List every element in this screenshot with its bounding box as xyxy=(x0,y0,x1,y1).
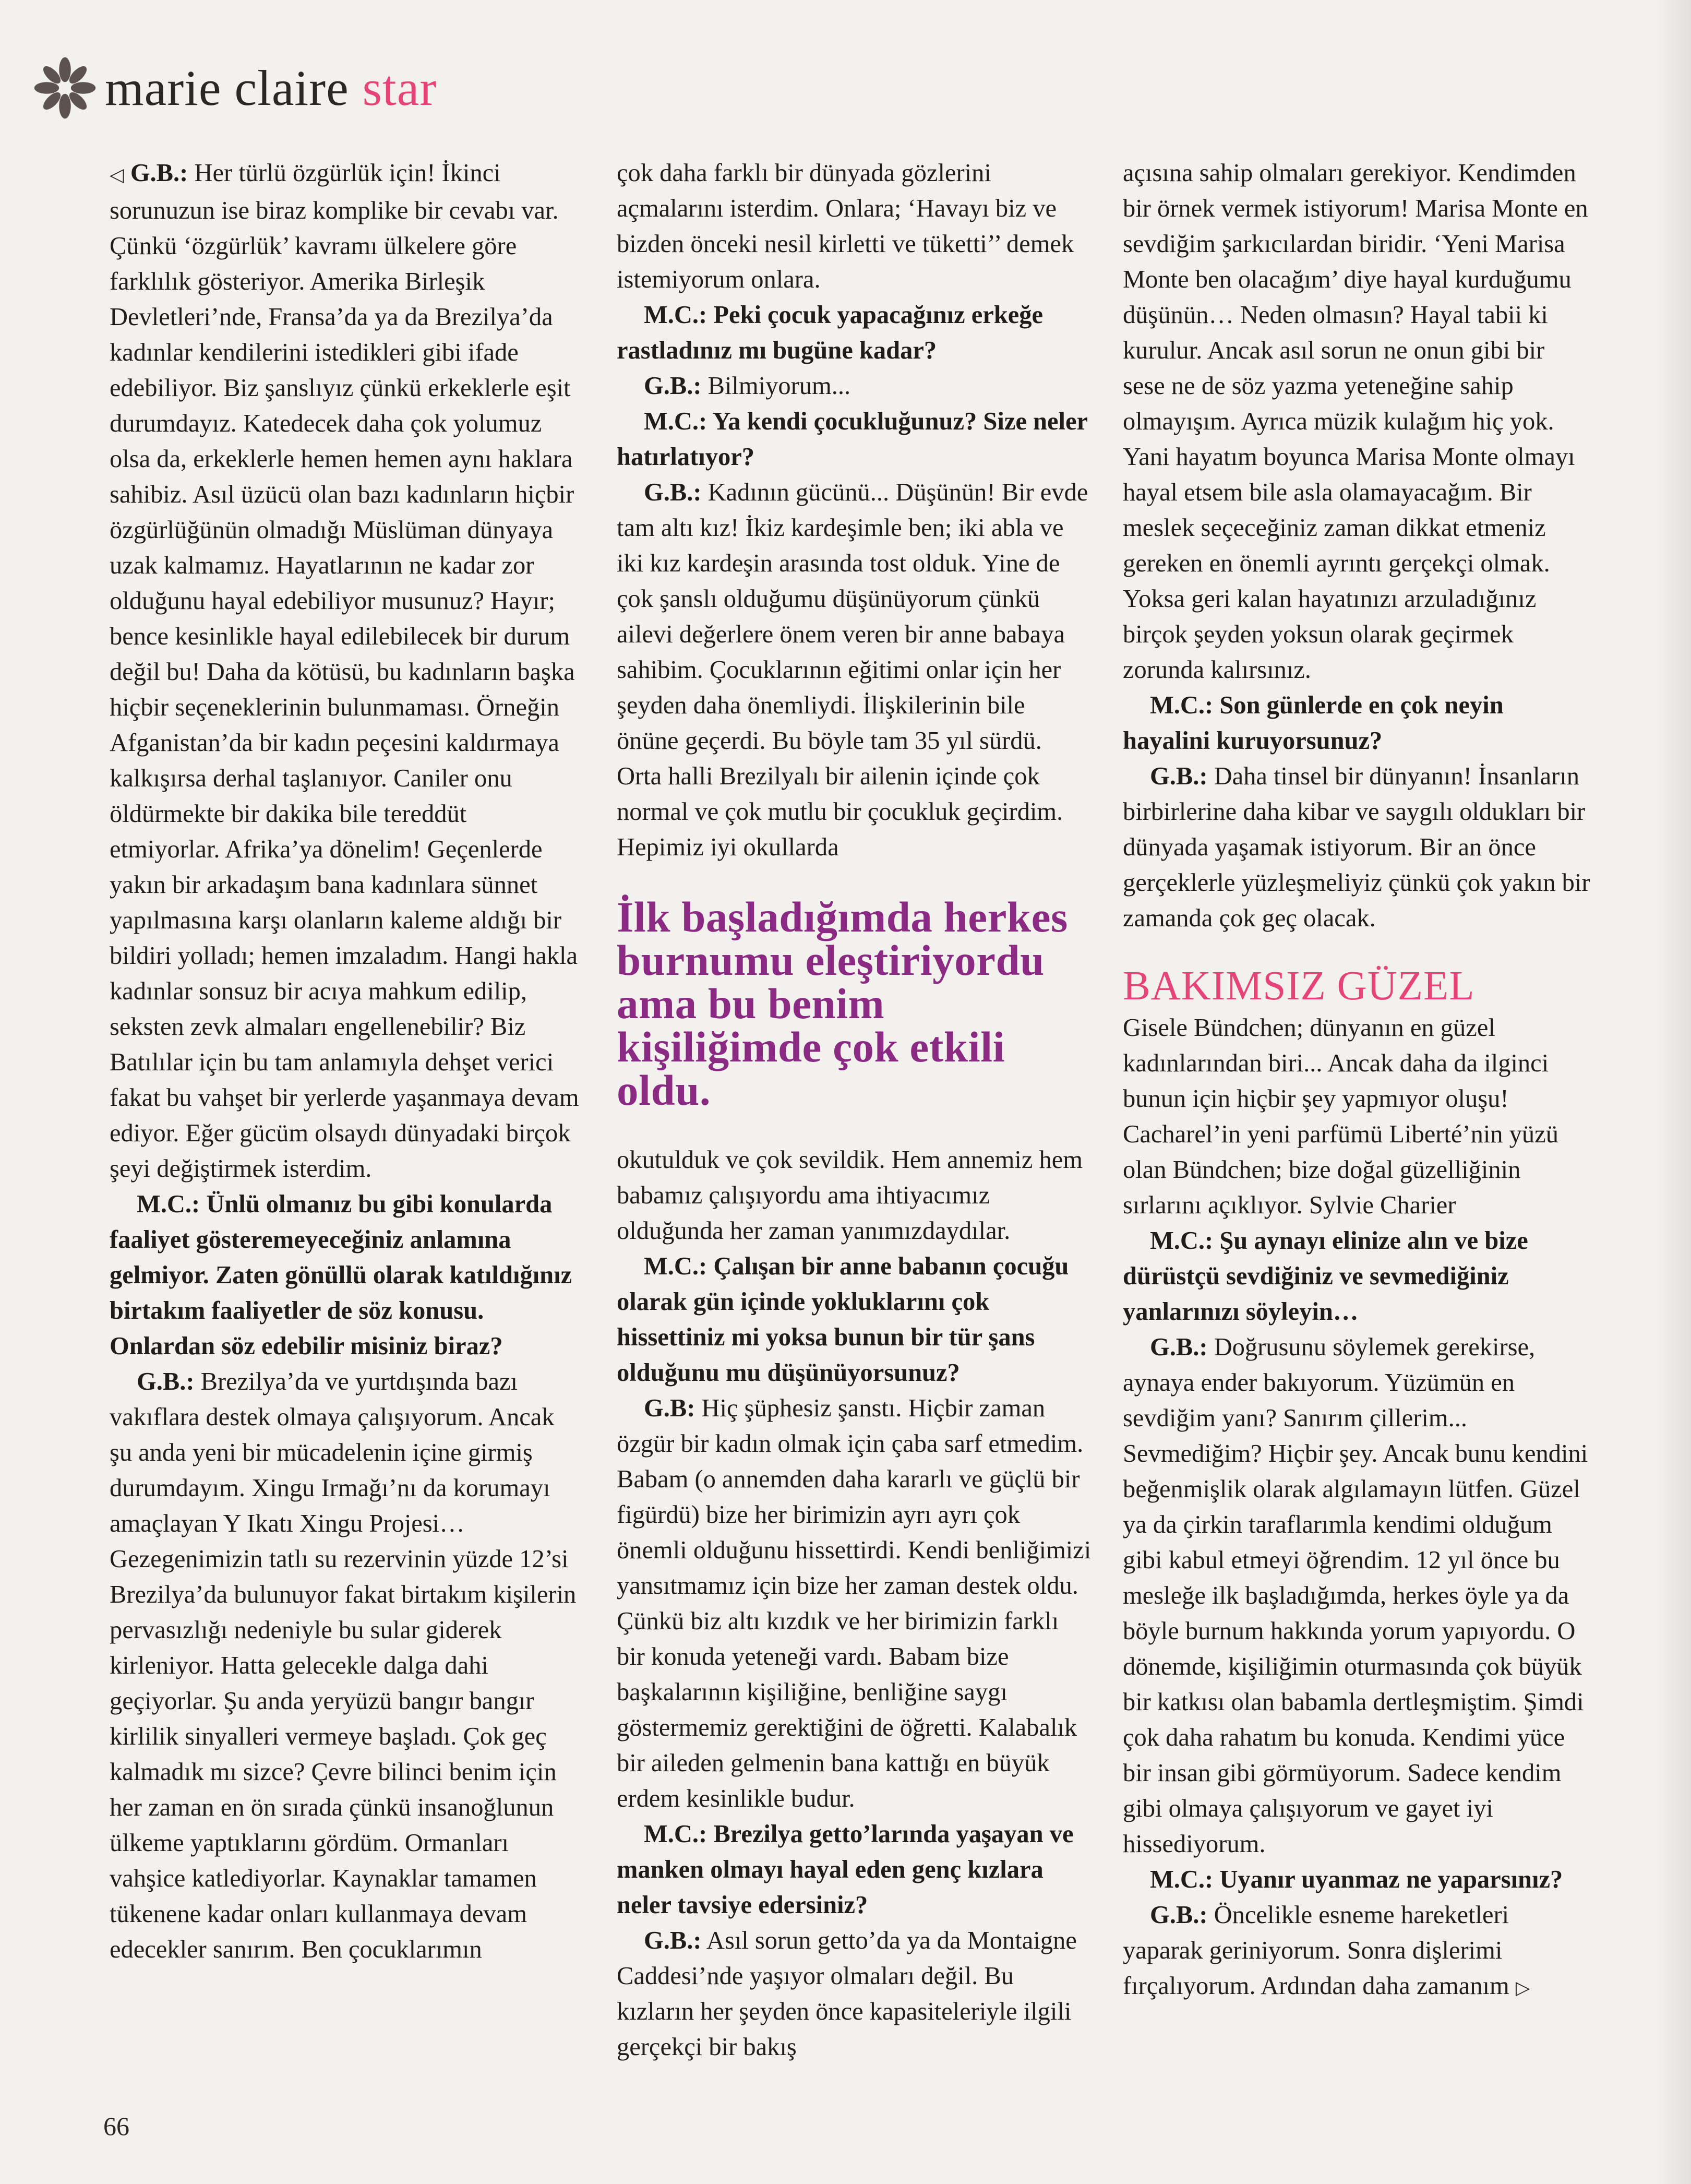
page-gutter-shadow xyxy=(1654,0,1691,2184)
answer-text: Daha tinsel bir dünyanın! İnsanların birbirlerine daha kibar ve saygılı oldukları bir dünyada yaşamak istiyorum. Bir an önce gerçeklerle yüzleşmeliyiz çünkü çok yakın bir zamanda çok geç olacak. xyxy=(1123,762,1590,932)
speaker-label: G.B.: xyxy=(644,1927,702,1954)
flower-icon xyxy=(32,55,98,121)
brand-name: marie claire xyxy=(105,59,349,116)
answer-paragraph xyxy=(617,368,1093,404)
pull-quote: İlk başladığımda herkes burnumu eleştiriyordu ama bu benim kişiliğimde çok etkili oldu. xyxy=(617,893,1068,1114)
interview-question: M.C.: Ünlü olmanız bu gibi konularda faaliyet gösteremeyeceğiniz anlamına gelmiyor. Zaten gönüllü olarak katıldığınız birtakım faaliyetler de söz konusu. Onlardan söz edebilir misiniz biraz? xyxy=(110,1190,572,1360)
answer-paragraph xyxy=(617,1391,1093,1817)
answer-text: Öncelikle esneme hareketleri yaparak geriniyorum. Sonra dişlerimi fırçalıyorum. Ardından daha zamanım xyxy=(1123,1901,1509,2000)
brand-title xyxy=(105,59,437,117)
interview-question: M.C.: Uyanır uyanmaz ne yaparsınız? xyxy=(1150,1866,1563,1893)
answer-paragraph xyxy=(1123,1330,1592,1862)
answer-text: Doğrusunu söylemek gerekirse, aynaya ender bakıyorum. Yüzümün en sevdiğim yanı? Sanırım çillerim... Sevmediğim? Hiçbir şey. Ancak bunu kendini beğenmişlik olarak algılamayın lütfen. Güzel ya da çirkin taraflarımla kendimi olduğum gibi kabul etmeyi öğrendim. 12 yıl önce bu mesleğe ilk başladığımda, herkes öyle ya da böyle burnum hakkında yorum yapıyordu. O dönemde, kişiliğimin oturmasında çok büyük bir katkısı olan babamla dertleşmiştim. Şimdi çok daha rahatım bu konuda. Kendimi yüce bir insan gibi görmüyorum. Sadece kendim gibi olmaya çalışıyorum ve gayet iyi hissediyorum. xyxy=(1123,1333,1588,1858)
speaker-label: G.B.: xyxy=(130,159,188,187)
speaker-label: G.B.: xyxy=(644,479,702,506)
interview-question: M.C.: Çalışan bir anne babanın çocuğu olarak gün içinde yokluklarını çok hissettiniz mi yoksa bunun bir tür şans olduğunu mu düşünüyorsunuz? xyxy=(617,1252,1069,1387)
answer-paragraph xyxy=(617,475,1093,865)
interview-question: M.C.: Şu aynayı elinize alın ve bize dürüstçü sevdiğiniz ve sevmediğiniz yanlarınızı söyleyin… xyxy=(1123,1227,1528,1326)
speaker-label: G.B.: xyxy=(137,1368,195,1395)
article-column-3 xyxy=(1123,156,1592,2006)
answer-text: Her türlü özgürlük için! İkinci sorunuzun ise biraz komplike bir cevabı var. Çünkü ‘özgürlük’ kavramı ülkelere göre farklılık gösteriyor. Amerika Birleşik Devletleri’nde, Fransa’da ya da Brezilya’da kadınlar kendilerini istedikleri gibi ifade edebiliyor. Biz şanslıyız çünkü erkeklerle eşit durumdayız. Katedecek daha çok yolumuz olsa da, erkeklerle hemen hemen aynı haklara sahibiz. Asıl üzücü olan bazı kadınların hiçbir özgürlüğünün olmadığı Müslüman dünyaya uzak kalmamız. Hayatlarının ne kadar zor olduğunu hayal edebiliyor musunuz? Hayır; bence kesinlikle hayal edilebilecek bir durum değil bu! Daha da kötüsü, bu kadınların başka hiçbir seçeneklerinin bulunmaması. Örneğin Afganistan’da bir kadın peçesini kaldırmaya kalkışırsa derhal taşlanıyor. Caniler onu öldürmekte bir dakika bile tereddüt etmiyorlar. Afrika’ya dönelim! Geçenlerde yakın bir arkadaşım bana kadınlara sünnet yapılmasına karşı olanların kaleme aldığı bir bildiri yolladı; hemen imzaladım. Hangi hakla kadınlar sonsuz bir acıya mahkum edilip, seksten zevk almaları engellenebilir? Biz Batılılar için bu tam anlamıyla dehşet verici fakat bu vahşet bir yerlerde yaşanmaya devam ediyor. Eğer gücüm olsaydı dünyadaki birçok şeyi değiştirmek isterdim. xyxy=(110,159,579,1183)
section-intro: Gisele Bündchen; dünyanın en güzel kadınlarından biri... Ancak daha da ilginci bunun için hiçbir şey yapmıyor oluşu! Cacharel’in yeni parfümü Liberté’nin yüzü olan Bündchen; bize doğal güzelliğinin sırlarını açıklıyor. Sylvie Charier xyxy=(1123,1014,1558,1219)
answer-paragraph xyxy=(110,1364,579,1967)
speaker-label: G.B: xyxy=(644,1394,695,1422)
answer-text: Bilmiyorum... xyxy=(701,372,851,400)
speaker-label: G.B.: xyxy=(1150,1901,1208,1929)
brand-section: star xyxy=(362,59,437,116)
interview-question: M.C.: Son günlerde en çok neyin hayalini kuruyorsunuz? xyxy=(1123,691,1504,755)
continued-from-icon: ◁ xyxy=(110,164,124,186)
answer-paragraph xyxy=(1123,1897,1592,2006)
section-heading: BAKIMSIZ GÜZEL xyxy=(1123,963,1475,1009)
speaker-label: G.B.: xyxy=(1150,1333,1208,1361)
answer-paragraph xyxy=(1123,759,1592,936)
answer-paragraph xyxy=(110,156,579,1187)
article-column-2 xyxy=(617,156,1093,2065)
speaker-label: G.B.: xyxy=(1150,762,1208,790)
interview-question: M.C.: Brezilya getto’larında yaşayan ve manken olmayı hayal eden genç kızlara neler tavsiye edersiniz? xyxy=(617,1820,1074,1919)
answer-text: Hiç şüphesiz şanstı. Hiçbir zaman özgür bir kadın olmak için çaba sarf etmedim. Babam (o annemden daha kararlı ve güçlü bir figürdü) bize her birimizin ayrı ayrı çok önemli olduğunu hissettirdi. Kendi benliğimizi yansıtmamız için bize her zaman destek oldu. Çünkü biz altı kızdık ve her birimizin farklı bir konuda yeteneği vardı. Babam bize başkalarının kişiliğine, benliğine saygı göstermemiz gerektiğini de öğretti. Kalabalık bir aileden gelmenin bana kattığı en büyük erdem kesinlikle budur. xyxy=(617,1394,1092,1812)
speaker-label: G.B.: xyxy=(644,372,702,400)
answer-text: Brezilya’da ve yurtdışında bazı vakıflara destek olmaya çalışıyorum. Ancak şu anda yeni bir mücadelenin içine girmiş durumdayım. Xingu Irmağı’nı da korumayı amaçlayan Y Ikatı Xingu Projesi… Gezegenimizin tatlı su rezervinin yüzde 12’si Brezilya’da bulunuyor fakat birtakım kişilerin pervasızlığı nedeniyle bu sular giderek kirleniyor. Hatta gelecekle dalga dahi geçiyorlar. Şu anda yeryüzü bangır bangır kirlilik sinyalleri vermeye başladı. Çok geç kalmadık mı sizce? Çevre bilinci benim için her zaman en ön sırada çünkü insanoğlunun ülkeme yaptıklarını gördüm. Ormanları vahşice katlediyorlar. Kaynaklar tamamen tükenene kadar onları kullanmaya devam edecekler sanırım. Ben çocuklarımın xyxy=(110,1368,577,1963)
answer-text: Asıl sorun getto’da ya da Montaigne Caddesi’nde yaşıyor olmaları değil. Bu kızların her şeyden önce kapasiteleriyle ilgili gerçekçi bir bakış xyxy=(617,1927,1077,2061)
answer-paragraph: açısına sahip olmaları gerekiyor. Kendimden bir örnek vermek istiyorum! Marisa Monte en sevdiğim şarkıcılardan biridir. ‘Yeni Marisa Monte ben olacağım’ diye hayal kurduğumu düşünün… Neden olmasın? Hayal tabii ki kurulur. Ancak asıl sorun ne onun gibi bir sese ne de söz yazma yeteneğine sahip olmayışım. Ayrıca müzik kulağım hiç yok. Yani hayatım boyunca Marisa Monte olmayı hayal etsem bile asla olamayacağım. Bir meslek seçeceğiniz zaman dikkat etmeniz gereken en önemli ayrıntı gerçekçi olmak. Yoksa geri kalan hayatınızı arzuladığınız birçok şeyden yoksun olarak geçirmek zorunda kalırsınız. xyxy=(1123,159,1588,684)
answer-paragraph xyxy=(617,1923,1093,2065)
magazine-header xyxy=(32,56,437,119)
answer-paragraph: okutulduk ve çok sevildik. Hem annemiz hem babamız çalışıyordu ama ihtiyacımız olduğunda her zaman yanımızdaydılar. xyxy=(617,1146,1083,1245)
answer-text: Kadının gücünü... Düşünün! Bir evde tam altı kız! İkiz kardeşimle ben; iki abla ve iki kız kardeşin arasında tost olduk. Yine de çok şanslı olduğumu düşünüyorum çünkü ailevi değerlere önem veren bir anne babaya sahibim. Çocuklarının eğitimi onlar için her şeyden daha önemliydi. İlişkilerinin bile önüne geçerdi. Bu böyle tam 35 yıl sürdü. Orta halli Brezilyalı bir ailenin içinde çok normal ve çok mutlu bir çocukluk geçirdim. Hepimiz iyi okullarda xyxy=(617,479,1088,861)
page-number: 66 xyxy=(103,2111,129,2141)
interview-question: M.C.: Ya kendi çocukluğunuz? Size neler hatırlatıyor? xyxy=(617,408,1088,471)
article-column-1 xyxy=(110,156,579,1967)
interview-question: M.C.: Peki çocuk yapacağınız erkeğe rastladınız mı bugüne kadar? xyxy=(617,301,1044,364)
answer-paragraph: çok daha farklı bir dünyada gözlerini açmalarını isterdim. Onlara; ‘Havayı biz ve bizden önceki nesil kirletti ve tüketti’’ demek istemiyorum onlara. xyxy=(617,159,1074,293)
continued-on-icon: ▷ xyxy=(1515,1977,1530,1999)
